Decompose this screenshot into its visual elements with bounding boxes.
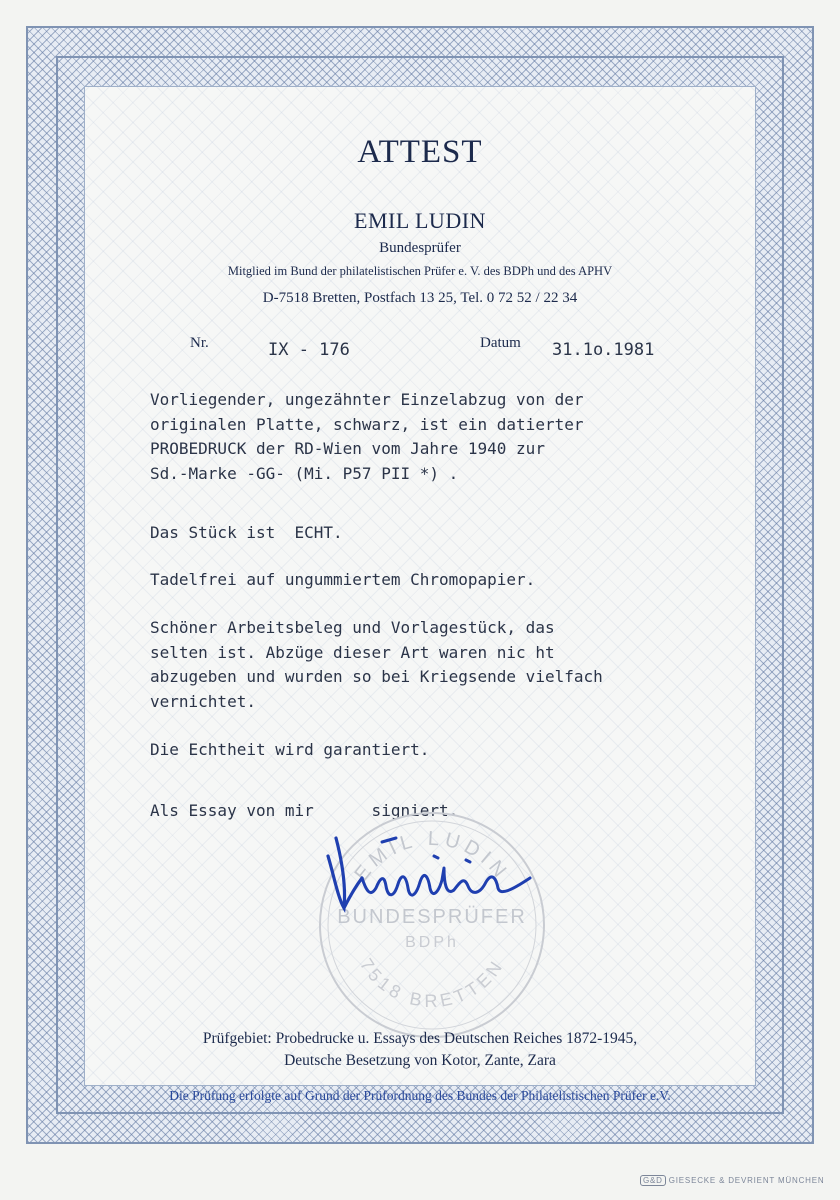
svg-text:7518 BRETTEN — [356, 955, 508, 1011]
printer-name: GIESECKE & DEVRIENT MÜNCHEN — [668, 1176, 825, 1185]
certificate-number: IX - 176 — [268, 340, 350, 360]
guarantee-line: Die Echtheit wird garantiert. — [150, 740, 430, 759]
examiner-role: Bundesprüfer — [379, 240, 461, 256]
condition-line: Tadelfrei auf ungummiertem Chromopapier. — [150, 570, 536, 589]
membership-line: Mitglied im Bund der philatelistischen Prüfer e. V. des BDPh und des APHV — [227, 264, 613, 278]
seal-text-middle: BUNDESPRÜFER — [337, 906, 527, 928]
description-paragraph: Vorliegender, ungezähnter Einzelabzug von der originalen Platte, schwarz, ist ein datierter PROBEDRUCK der RD-Wien vom Jahre 1940 zur Sd.-Marke -GG- (Mi. P57 PII *) . — [150, 390, 584, 483]
address-line: D-7518 Bretten, Postfach 13 25, Tel. 0 72 52 / 22 34 — [262, 290, 578, 306]
scope-line-2: Deutsche Besetzung von Kotor, Zante, Zara — [284, 1052, 556, 1069]
regulation-line: Die Prüfung erfolgte auf Grund der Prüfordnung des Bundes der Philatelistischen Prüfer e.V. — [169, 1088, 671, 1103]
printer-imprint — [640, 1175, 824, 1186]
examiner-name: EMIL LUDIN — [354, 208, 486, 233]
seal-text-bottom: 7518 BRETTEN — [355, 954, 509, 1012]
certificate-date: 31.1o.1981 — [552, 340, 655, 360]
number-label: Nr. — [190, 335, 209, 351]
seal-text-sub: BDPh — [405, 934, 459, 951]
seal-text-top: EMIL LUDIN — [350, 827, 514, 886]
scope-line-1: Prüfgebiet: Probedrucke u. Essays des Deutschen Reiches 1872-1945, — [202, 1030, 638, 1047]
printer-logo-icon: G&D — [640, 1175, 666, 1186]
date-label: Datum — [480, 335, 521, 351]
verdict-line: Das Stück ist ECHT. — [150, 523, 343, 542]
remark-paragraph: Schöner Arbeitsbeleg und Vorlagestück, das selten ist. Abzüge dieser Art waren nic ht abzugeben und wurden so bei Kriegsende vielfach vernichtet. — [150, 618, 603, 711]
signed-note: Als Essay von mir signiert. — [150, 801, 459, 820]
handwritten-signature — [316, 816, 556, 926]
certificate-title: ATTEST — [357, 134, 483, 170]
